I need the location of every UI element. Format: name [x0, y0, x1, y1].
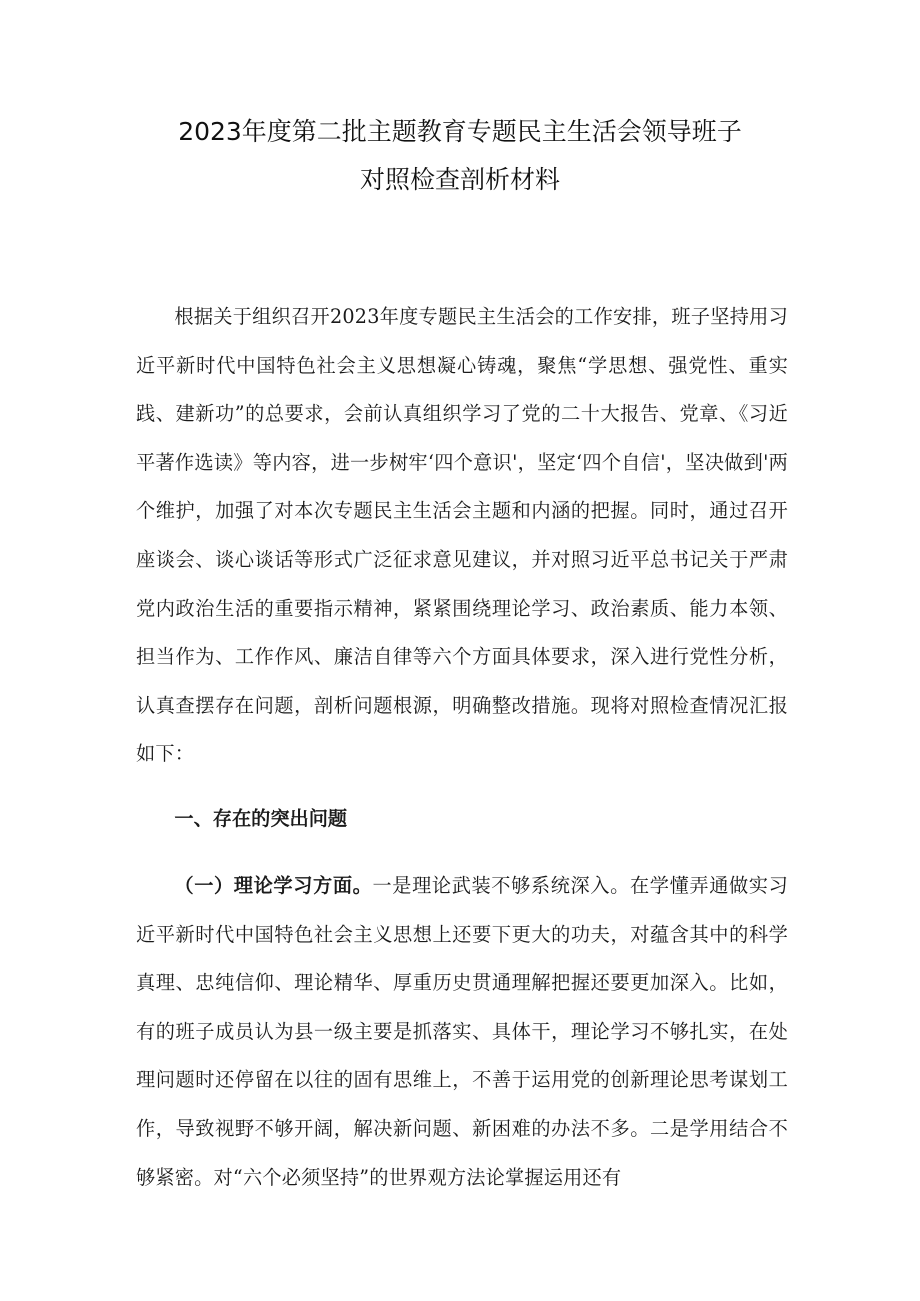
title-line-1: 2023年度第二批主题教育专题民主生活会领导班子: [178, 117, 742, 146]
subsection-lead: （一）理论学习方面。: [174, 874, 373, 897]
section-heading: 一、存在的突出问题: [174, 807, 348, 830]
title-line-2: 对照检查剖析材料: [359, 165, 560, 194]
intro-paragraph: 根据关于组织召开2023年度专题民主生活会的工作安排，班子坚持用习近平新时代中国特色社会主义思想凝心铸魂，聚焦“学思想、强党性、重实践、建新功”的总要求，会前认真组织学习了党的二十大报告、党章、《习近平著作选读》等内容，进一步树牢‘四个意识'，坚定‘四个自信'，坚决做到'两个维护，加强了对本次专题民主生活会主题和内涵的把握。同时，通过召开座谈会、谈心谈话等形式广泛征求意见建议，并对照习近平总书记关于严肃党内政治生活的重要指示精神，紧紧围绕理论学习、政治素质、能力本领、担当作为、工作作风、廉洁自律等六个方面具体要求，深入进行党性分析，认真查摆存在问题，剖析问题根源，明确整改措施。现将对照检查情况汇报如下：: [136, 305, 788, 766]
subsection-body: 一是理论武装不够系统深入。在学懂弄通做实习近平新时代中国特色社会主义思想上还要下更大的功夫，对蕴含其中的科学真理、忠纯信仰、理论精华、厚重历史贯通理解把握还要更加深入。比如，有的班子成员认为县一级主要是抓落实、具体干，理论学习不够扎实，在处理问题时还停留在以往的固有思维上，不善于运用党的创新理论思考谋划工作，导致视野不够开阔，解决新问题、新困难的办法不多。二是学用结合不够紧密。对“六个必须坚持”的世界观方法论掌握运用还有: [136, 874, 789, 1189]
document-title: [130, 108, 790, 204]
section-paragraph: [136, 862, 788, 1202]
